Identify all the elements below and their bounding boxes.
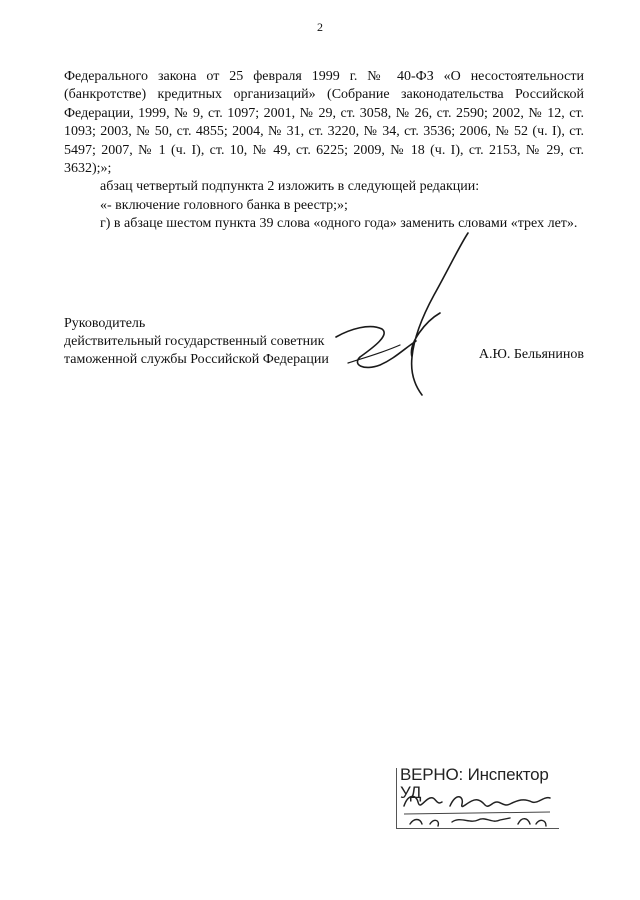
paragraph-law-reference: Федерального закона от 25 февраля 1999 г. № 40-ФЗ «О несостоятельности (банкротстве) кредитных организаций» (Собрание законодательства Российской Федерации, 1999, № 9, ст. 1097; 2001, № 29, ст. 3058, № 26, ст. 2590; 2002, № 12, ст. 1093; 2003, № 50, ст. 4855; 2004, № 31, ст. 3220, № 34, ст. 3536; 2006, № 52 (ч. I), ст. 5497; 2007, № 1 (ч. I), ст. 10, № 49, ст. 6225; 2009, № 18 (ч. I), ст. 2153, № 29, ст. 3632);»; — [64, 69, 584, 177]
page-number: 2 — [317, 20, 323, 34]
document-body — [64, 68, 584, 234]
signatory-position-line-1: Руководитель — [64, 316, 146, 331]
certification-stamp — [396, 766, 566, 832]
signatory-name: А.Ю. Бельянинов — [478, 347, 584, 362]
stamp-handwriting — [400, 784, 560, 830]
paragraph-amendment-text: «- включение головного банка в реестр;»; — [100, 197, 348, 213]
paragraph-amendment-instruction: абзац четвертый подпункта 2 изложить в следующей редакции: — [100, 179, 480, 195]
stamp-label: ВЕРНО: Инспектор УД — [400, 765, 549, 803]
handwritten-signature — [330, 225, 480, 400]
paragraph-replace-words: г) в абзаце шестом пункта 39 слова «одного года» заменить словами «трех лет». — [100, 216, 578, 232]
signatory-position-line-2: действительный государственный советник — [64, 334, 325, 349]
signatory-position-line-3: таможенной службы Российской Федерации — [64, 352, 329, 367]
